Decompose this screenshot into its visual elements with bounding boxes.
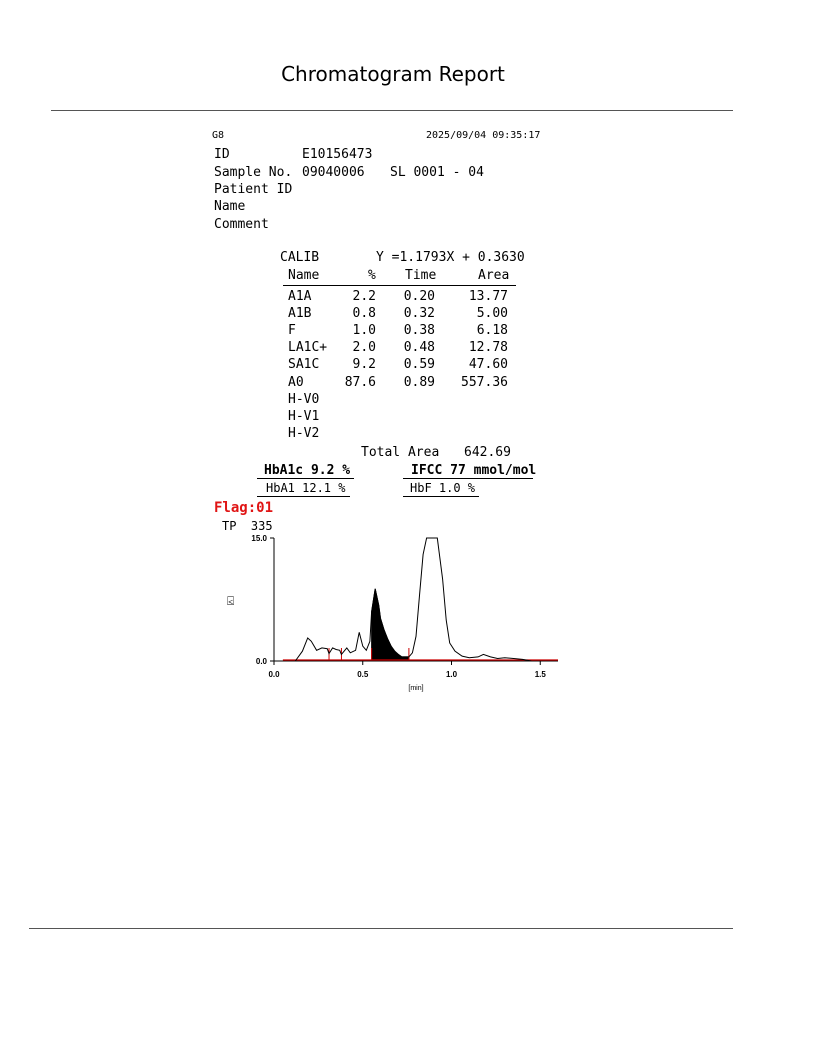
total-area-value: 642.69 [464,445,511,460]
x-tick-label: 0.0 [268,670,280,679]
table-cell-pct: 9.2 [352,357,376,373]
calib-label: CALIB [280,250,320,265]
table-cell-pct: 2.0 [352,340,376,356]
table-cell-name: LA1C+ [288,340,328,356]
table-cell-pct: 0.8 [352,306,376,322]
table-cell-time: 0.89 [403,374,435,390]
table-cell-name: A0 [288,374,304,390]
table-cell-name: H-V1 [288,408,320,424]
hbf-underline [403,496,479,497]
table-cell-area: 47.60 [468,357,508,373]
y-tick-label: 0.0 [255,657,267,666]
col-header-time: Time [405,268,437,283]
table-cell-name: H-V2 [288,425,320,441]
table-cell-time: 0.20 [403,289,435,304]
table-cell-name: A1B [288,306,312,322]
table-cell-area: 6.18 [476,323,508,339]
table-cell-area: 557.36 [461,374,508,390]
sample-label: Sample No. [214,165,293,180]
comment-label: Comment [214,217,269,232]
report-datetime: 2025/09/04 09:35:17 [426,130,541,141]
table-cell-time: 0.38 [403,323,435,339]
table-header-underline [283,285,516,286]
x-axis-label: [min] [408,685,424,692]
table-cell-pct: 1.0 [352,323,376,339]
table-cell-area: 5.00 [476,306,508,322]
chromatogram-trace [295,538,531,661]
hba1c-result: HbA1c 9.2 % [264,463,351,478]
flag-indicator: Flag:01 [214,500,274,516]
y-tick-label: 15.0 [251,534,267,543]
ifcc-underline [403,478,533,479]
table-cell-pct: 2.2 [352,289,376,304]
ifcc-result: IFCC 77 mmol/mol [411,463,537,478]
total-area-label: Total Area [361,445,440,460]
table-cell-time: 0.48 [403,340,435,356]
table-cell-pct: 87.6 [344,374,376,390]
id-value: E10156473 [302,147,373,162]
x-tick-label: 0.5 [357,670,369,679]
table-cell-name: H-V0 [288,391,320,407]
table-cell-area: 12.78 [468,340,508,356]
table-cell-time: 0.32 [403,306,435,322]
hba1-underline [257,496,350,497]
sample-value: 09040006 [302,165,365,180]
table-cell-name: F [288,323,296,339]
x-tick-label: 1.0 [445,670,458,679]
calib-equation: Y =1.1793X + 0.3630 [376,250,525,265]
tp-value: TP 335 [222,519,273,533]
x-tick-label: 1.5 [534,670,546,679]
top-divider [51,110,733,111]
signal-unit-icon: ⍃ [227,594,235,608]
id-label: ID [214,147,230,162]
patient-id-label: Patient ID [214,182,293,197]
peak-fill-sa1c [372,589,409,661]
table-cell-area: 13.77 [468,289,508,304]
col-header-percent: % [368,268,376,283]
instrument-label: G8 [212,130,225,141]
table-cell-time: 0.59 [403,357,435,373]
table-cell-name: A1A [288,289,312,304]
col-header-area: Area [478,268,510,283]
sl-value: SL 0001 - 04 [390,165,484,180]
hba1-result: HbA1 12.1 % [266,481,346,495]
name-label: Name [214,199,246,214]
bottom-divider [29,928,733,929]
col-header-name: Name [288,268,320,283]
hbf-result: HbF 1.0 % [410,481,476,495]
table-cell-name: SA1C [288,357,320,373]
hba1c-underline [257,478,354,479]
report-title: Chromatogram Report [281,62,505,86]
